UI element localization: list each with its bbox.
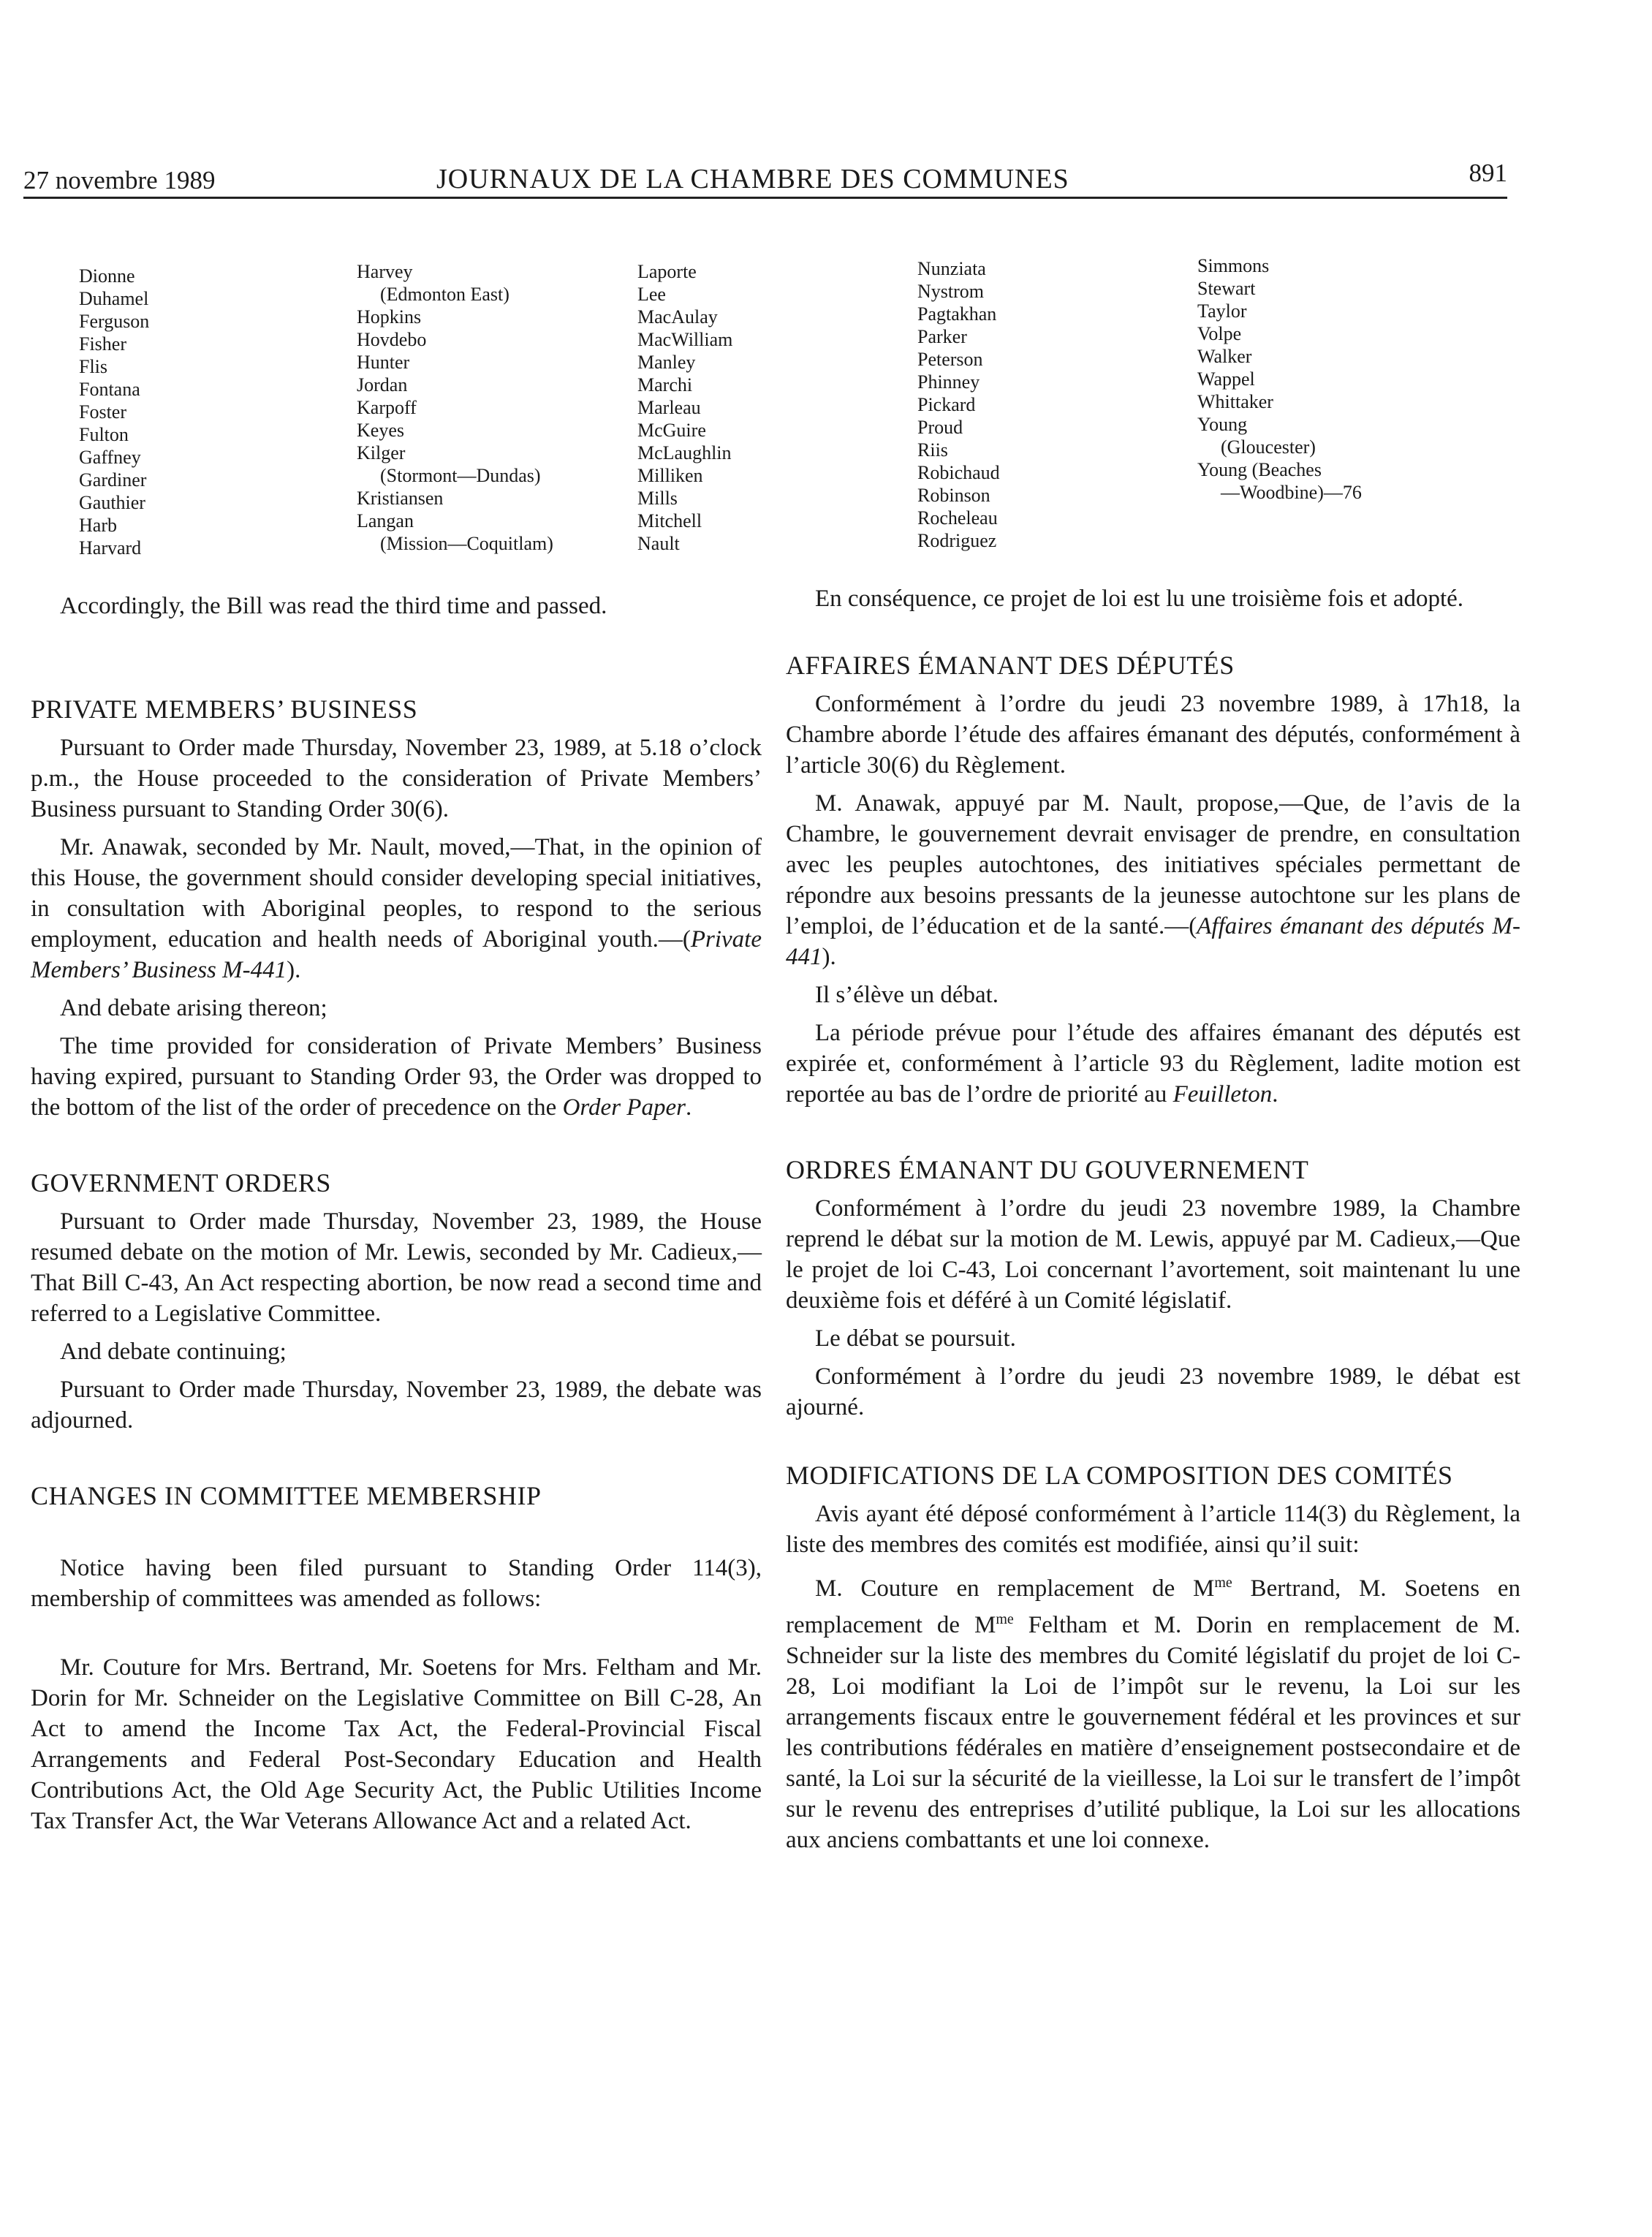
vote-name: Jordan: [357, 374, 408, 395]
vote-name: Riis: [917, 439, 948, 461]
vote-name: Robichaud: [917, 462, 1000, 483]
paragraph: And debate arising thereon;: [60, 995, 327, 1021]
vote-name: Ferguson: [79, 311, 150, 332]
vote-name: Duhamel: [79, 288, 149, 309]
vote-name: Harvey: [357, 261, 413, 282]
journal-title: JOURNAUX DE LA CHAMBRE DES COMMUNES: [436, 164, 1069, 194]
vote-name: Mitchell: [637, 510, 702, 531]
vote-name: MacAulay: [637, 306, 718, 328]
vote-name: Marchi: [637, 374, 693, 395]
page-number: 891: [1469, 159, 1507, 187]
vote-name: Laporte: [637, 261, 697, 282]
vote-name: Langan: [357, 510, 414, 531]
vote-name: MacWilliam: [637, 329, 733, 350]
page-header: [23, 150, 1507, 199]
vote-name: Whittaker: [1197, 391, 1273, 412]
vote-names-col5: [1197, 254, 1362, 504]
vote-name: Gauthier: [79, 492, 145, 513]
vote-name: Flis: [79, 356, 108, 377]
paragraph: Avis ayant été déposé conformément à l’article 114(3) du Règlement, la liste des membres des comités est modifiée, ainsi qu’il suit:: [786, 1501, 1520, 1558]
section-heading: MODIFICATIONS DE LA COMPOSITION DES COMITÉS: [786, 1461, 1453, 1490]
english-column: [31, 591, 762, 1844]
vote-name: Taylor: [1197, 300, 1247, 322]
vote-name: Fontana: [79, 379, 140, 400]
vote-name: Nunziata: [917, 258, 986, 279]
paragraph: M. Couture en remplacement de $M^{me}$ Bertrand, M. Soetens en remplacement de $M^{me}$ Feltham et M. Dorin en remplacement de M. Schneider sur la liste des membres du Comité législatif du projet de loi C-28, Loi modifiant la Loi de l’impôt sur le revenu, la Loi sur les arrangements fiscaux entre le gouvernement fédéral et les provinces et sur les contributions fédérales en matière d’enseignement postsecondaire et de santé, la Loi sur la sécurité de la vieillesse, la Loi sur le transfert de l’impôt sur le revenu des entreprises d’utilité publique, la Loi sur les allocations aux anciens combattants et une loi connexe.: [786, 1575, 1520, 1853]
vote-name: Harvard: [79, 537, 142, 559]
paragraph: Le débat se poursuit.: [815, 1325, 1016, 1352]
section-heading: PRIVATE MEMBERS’ BUSINESS: [31, 694, 418, 724]
vote-name: Proud: [917, 417, 963, 438]
vote-name: Pagtakhan: [917, 303, 997, 325]
vote-names-col1: [79, 265, 149, 559]
vote-name-riding: (Stormont—Dundas): [380, 465, 541, 486]
section-heading: CHANGES IN COMMITTEE MEMBERSHIP: [31, 1481, 542, 1510]
vote-name-riding: —Woodbine)—76: [1221, 482, 1362, 503]
bill-passed-text: Accordingly, the Bill was read the third time and passed.: [60, 593, 607, 619]
vote-name-riding: (Mission—Coquitlam): [380, 533, 553, 554]
vote-name: Keyes: [357, 420, 404, 441]
header-date: 27 novembre 1989: [23, 166, 216, 194]
vote-name: Gaffney: [79, 447, 141, 468]
vote-name: Young (Beaches: [1197, 459, 1322, 480]
vote-name: Rocheleau: [917, 507, 998, 529]
vote-name: Pickard: [917, 394, 976, 415]
vote-name: Fulton: [79, 424, 129, 445]
paragraph: Conformément à l’ordre du jeudi 23 novembre 1989, la Chambre reprend le débat sur la motion de M. Lewis, appuyé par M. Cadieux,—Que le projet de loi C-43, Loi concernant l’avortement, soit maintenant lu une deuxième fois et déféré à un Comité législatif.: [786, 1195, 1520, 1314]
vote-name: Volpe: [1197, 323, 1242, 344]
vote-name: Hunter: [357, 352, 410, 373]
vote-name: Nystrom: [917, 281, 984, 302]
vote-name: Parker: [917, 326, 967, 347]
vote-name-riding: (Gloucester): [1221, 436, 1316, 458]
vote-name: Dionne: [79, 265, 135, 287]
paragraph: Conformément à l’ordre du jeudi 23 novembre 1989, à 17h18, la Chambre aborde l’étude des affaires émanant des députés, conformément à l’article 30(6) du Règlement.: [786, 691, 1520, 779]
vote-name: Foster: [79, 401, 126, 423]
vote-names-col2: [357, 260, 553, 555]
paragraph: Pursuant to Order made Thursday, November 23, 1989, at 5.18 o’clock p.m., the House proceeded to the consideration of Private Members’ Business pursuant to Standing Order 30(6).: [31, 735, 762, 822]
section-heading: GOVERNMENT ORDERS: [31, 1168, 331, 1197]
vote-name: Phinney: [917, 371, 980, 393]
paragraph: The time provided for consideration of Private Members’ Business having expired, pursuant to Standing Order 93, the Order was dropped to the bottom of the list of the order of precedence on the Order Paper.: [31, 1033, 762, 1121]
vote-name: Nault: [637, 533, 680, 554]
vote-name: Harb: [79, 515, 117, 536]
paragraph: Pursuant to Order made Thursday, November 23, 1989, the debate was adjourned.: [31, 1377, 762, 1434]
vote-name: Young: [1197, 414, 1248, 435]
bill-passed-text: En conséquence, ce projet de loi est lu une troisième fois et adopté.: [815, 586, 1464, 612]
vote-name: Kilger: [357, 442, 406, 463]
paragraph: Mr. Couture for Mrs. Bertrand, Mr. Soetens for Mrs. Feltham and Mr. Dorin for Mr. Schneider on the Legislative Committee on Bill C-28, An Act to amend the Income Tax Act, the Federal-Provincial Fiscal Arrangements and Federal Post-Secondary Education and Health Contributions Act, the Old Age Security Act, the Public Utilities Income Tax Transfer Act, the War Veterans Allowance Act and a related Act.: [31, 1654, 762, 1834]
motion-paragraph: M. Anawak, appuyé par M. Nault, propose,—Que, de l’avis de la Chambre, le gouvernement devrait envisager de prendre, en consultation avec les peuples autochtones, des initiatives spéciales permettant de répondre aux besoins pressants de la jeunesse autochtone sur les plans de l’emploi, de l’éducation et de la santé.—(Affaires émanant des députés M-441).: [786, 790, 1520, 970]
vote-name: Hovdebo: [357, 329, 427, 350]
vote-names-col4: [917, 257, 1000, 552]
vote-name: Karpoff: [357, 397, 417, 418]
paragraph: La période prévue pour l’étude des affaires émanant des députés est expirée et, conformément à l’article 93 du Règlement, ladite motion est reportée au bas de l’ordre de priorité au Feuilleton.: [786, 1020, 1520, 1108]
vote-name-riding: (Edmonton East): [380, 284, 509, 305]
french-column: [786, 583, 1520, 1863]
vote-name: Marleau: [637, 397, 701, 418]
vote-name: McGuire: [637, 420, 706, 441]
vote-name: Hopkins: [357, 306, 422, 328]
vote-names-col3: [637, 260, 732, 555]
vote-name: Lee: [637, 284, 666, 305]
paragraph: Il s’élève un débat.: [815, 982, 999, 1008]
paragraph: Pursuant to Order made Thursday, November 23, 1989, the House resumed debate on the motion of Mr. Lewis, seconded by Mr. Cadieux,—That Bill C-43, An Act respecting abortion, be now read a second time and referred to a Legislative Committee.: [31, 1208, 762, 1327]
vote-name: McLaughlin: [637, 442, 732, 463]
paragraph: Conformément à l’ordre du jeudi 23 novembre 1989, le débat est ajourné.: [786, 1363, 1520, 1420]
vote-name: Manley: [637, 352, 696, 373]
vote-name: Gardiner: [79, 469, 147, 491]
section-heading: AFFAIRES ÉMANANT DES DÉPUTÉS: [786, 651, 1235, 680]
vote-name: Wappel: [1197, 368, 1255, 390]
vote-name: Fisher: [79, 333, 126, 355]
vote-name: Milliken: [637, 465, 703, 486]
vote-name: Simmons: [1197, 255, 1270, 276]
vote-name: Rodriguez: [917, 530, 997, 551]
vote-name: Mills: [637, 488, 678, 509]
paragraph: And debate continuing;: [60, 1339, 287, 1365]
vote-name: Robinson: [917, 485, 990, 506]
vote-name: Peterson: [917, 349, 983, 370]
section-heading: ORDRES ÉMANANT DU GOUVERNEMENT: [786, 1155, 1309, 1184]
vote-name: Kristiansen: [357, 488, 444, 509]
vote-name: Walker: [1197, 346, 1252, 367]
vote-name: Stewart: [1197, 278, 1256, 299]
motion-paragraph: Mr. Anawak, seconded by Mr. Nault, moved,—That, in the opinion of this House, the government should consider developing special initiatives, in consultation with Aboriginal peoples, to respond to the serious employment, education and health needs of Aboriginal youth.—(Private Members’ Business M-441).: [31, 834, 762, 983]
paragraph: Notice having been filed pursuant to Standing Order 114(3), membership of committees was amended as follows:: [31, 1555, 762, 1612]
